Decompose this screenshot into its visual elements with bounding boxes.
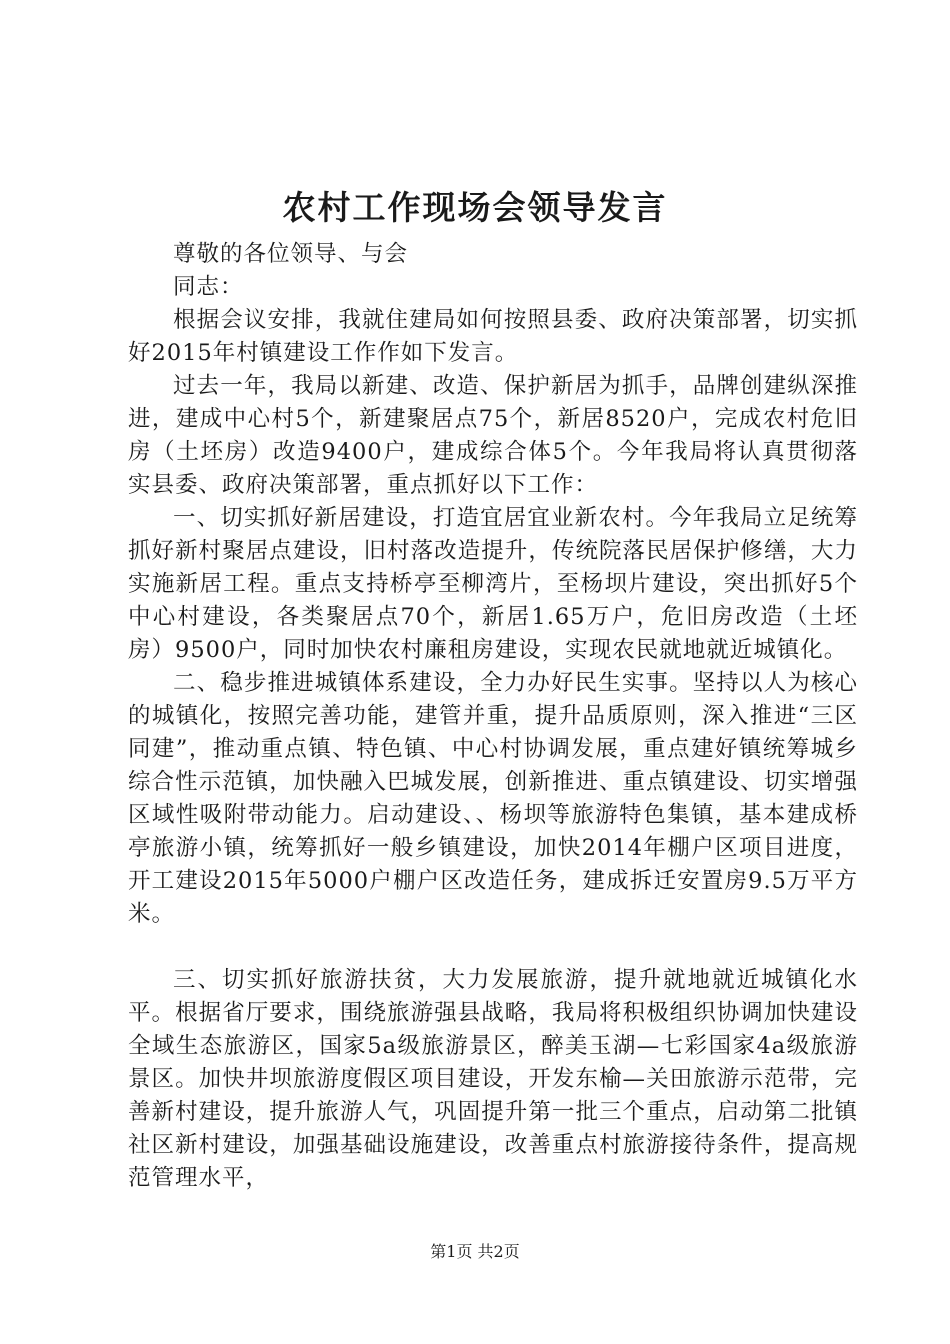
paragraph-section-3: 三、切实抓好旅游扶贫，大力发展旅游，提升就地就近城镇化水平。根据省厅要求，围绕旅游强县战略，我局将积极组织协调加快建设全域生态旅游区，国家5a级旅游景区，醉美玉湖—七彩国家4a级旅游景区。加快井坝旅游度假区项目建设，开发东榆—关田旅游示范带，完善新村建设，提升旅游人气，巩固提升第一批三个重点，启动第二批镇社区新村建设，加强基础设施建设，改善重点村旅游接待条件，提高规范管理水平， (128, 967, 858, 1191)
salutation-line-2: 同志： (173, 274, 244, 300)
salutation-line-1: 尊敬的各位领导、与会 (173, 241, 409, 267)
paragraph-review: 过去一年，我局以新建、改造、保护新居为抓手，品牌创建纵深推进，建成中心村5个，新建聚居点75个，新居8520户，完成农村危旧房（土坯房）改造9400户，建成综合体5个。今年我局将认真贯彻落实县委、政府决策部署，重点抓好以下工作： (128, 373, 858, 498)
document-body (128, 238, 858, 1195)
paragraph-intro: 根据会议安排，我就住建局如何按照县委、政府决策部署，切实抓好2015年村镇建设工作作如下发言。 (128, 307, 858, 366)
document-title: 农村工作现场会领导发言 (282, 188, 668, 227)
page-footer: 第1页 共2页 (430, 1242, 520, 1261)
paragraph-section-2: 二、稳步推进城镇体系建设，全力办好民生实事。坚持以人为核心的城镇化，按照完善功能，建管并重，提升品质原则，深入推进“三区同建”，推动重点镇、特色镇、中心村协调发展，重点建好镇统筹城乡综合性示范镇，加快融入巴城发展，创新推进、重点镇建设、切实增强区域性吸附带动能力。启动建设、、杨坝等旅游特色集镇，基本建成桥亭旅游小镇，统筹抓好一般乡镇建设，加快2014年棚户区项目进度，开工建设2015年5000户棚户区改造任务，建成拆迁安置房9.5万平方米。 (128, 670, 858, 927)
paragraph-section-1: 一、切实抓好新居建设，打造宜居宜业新农村。今年我局立足统筹抓好新村聚居点建设，旧村落改造提升，传统院落民居保护修缮，大力实施新居工程。重点支持桥亭至柳湾片，至杨坝片建设，突出抓好5个中心村建设，各类聚居点70个，新居1.65万户，危旧房改造（土坯房）9500户，同时加快农村廉租房建设，实现农民就地就近城镇化。 (128, 505, 858, 663)
